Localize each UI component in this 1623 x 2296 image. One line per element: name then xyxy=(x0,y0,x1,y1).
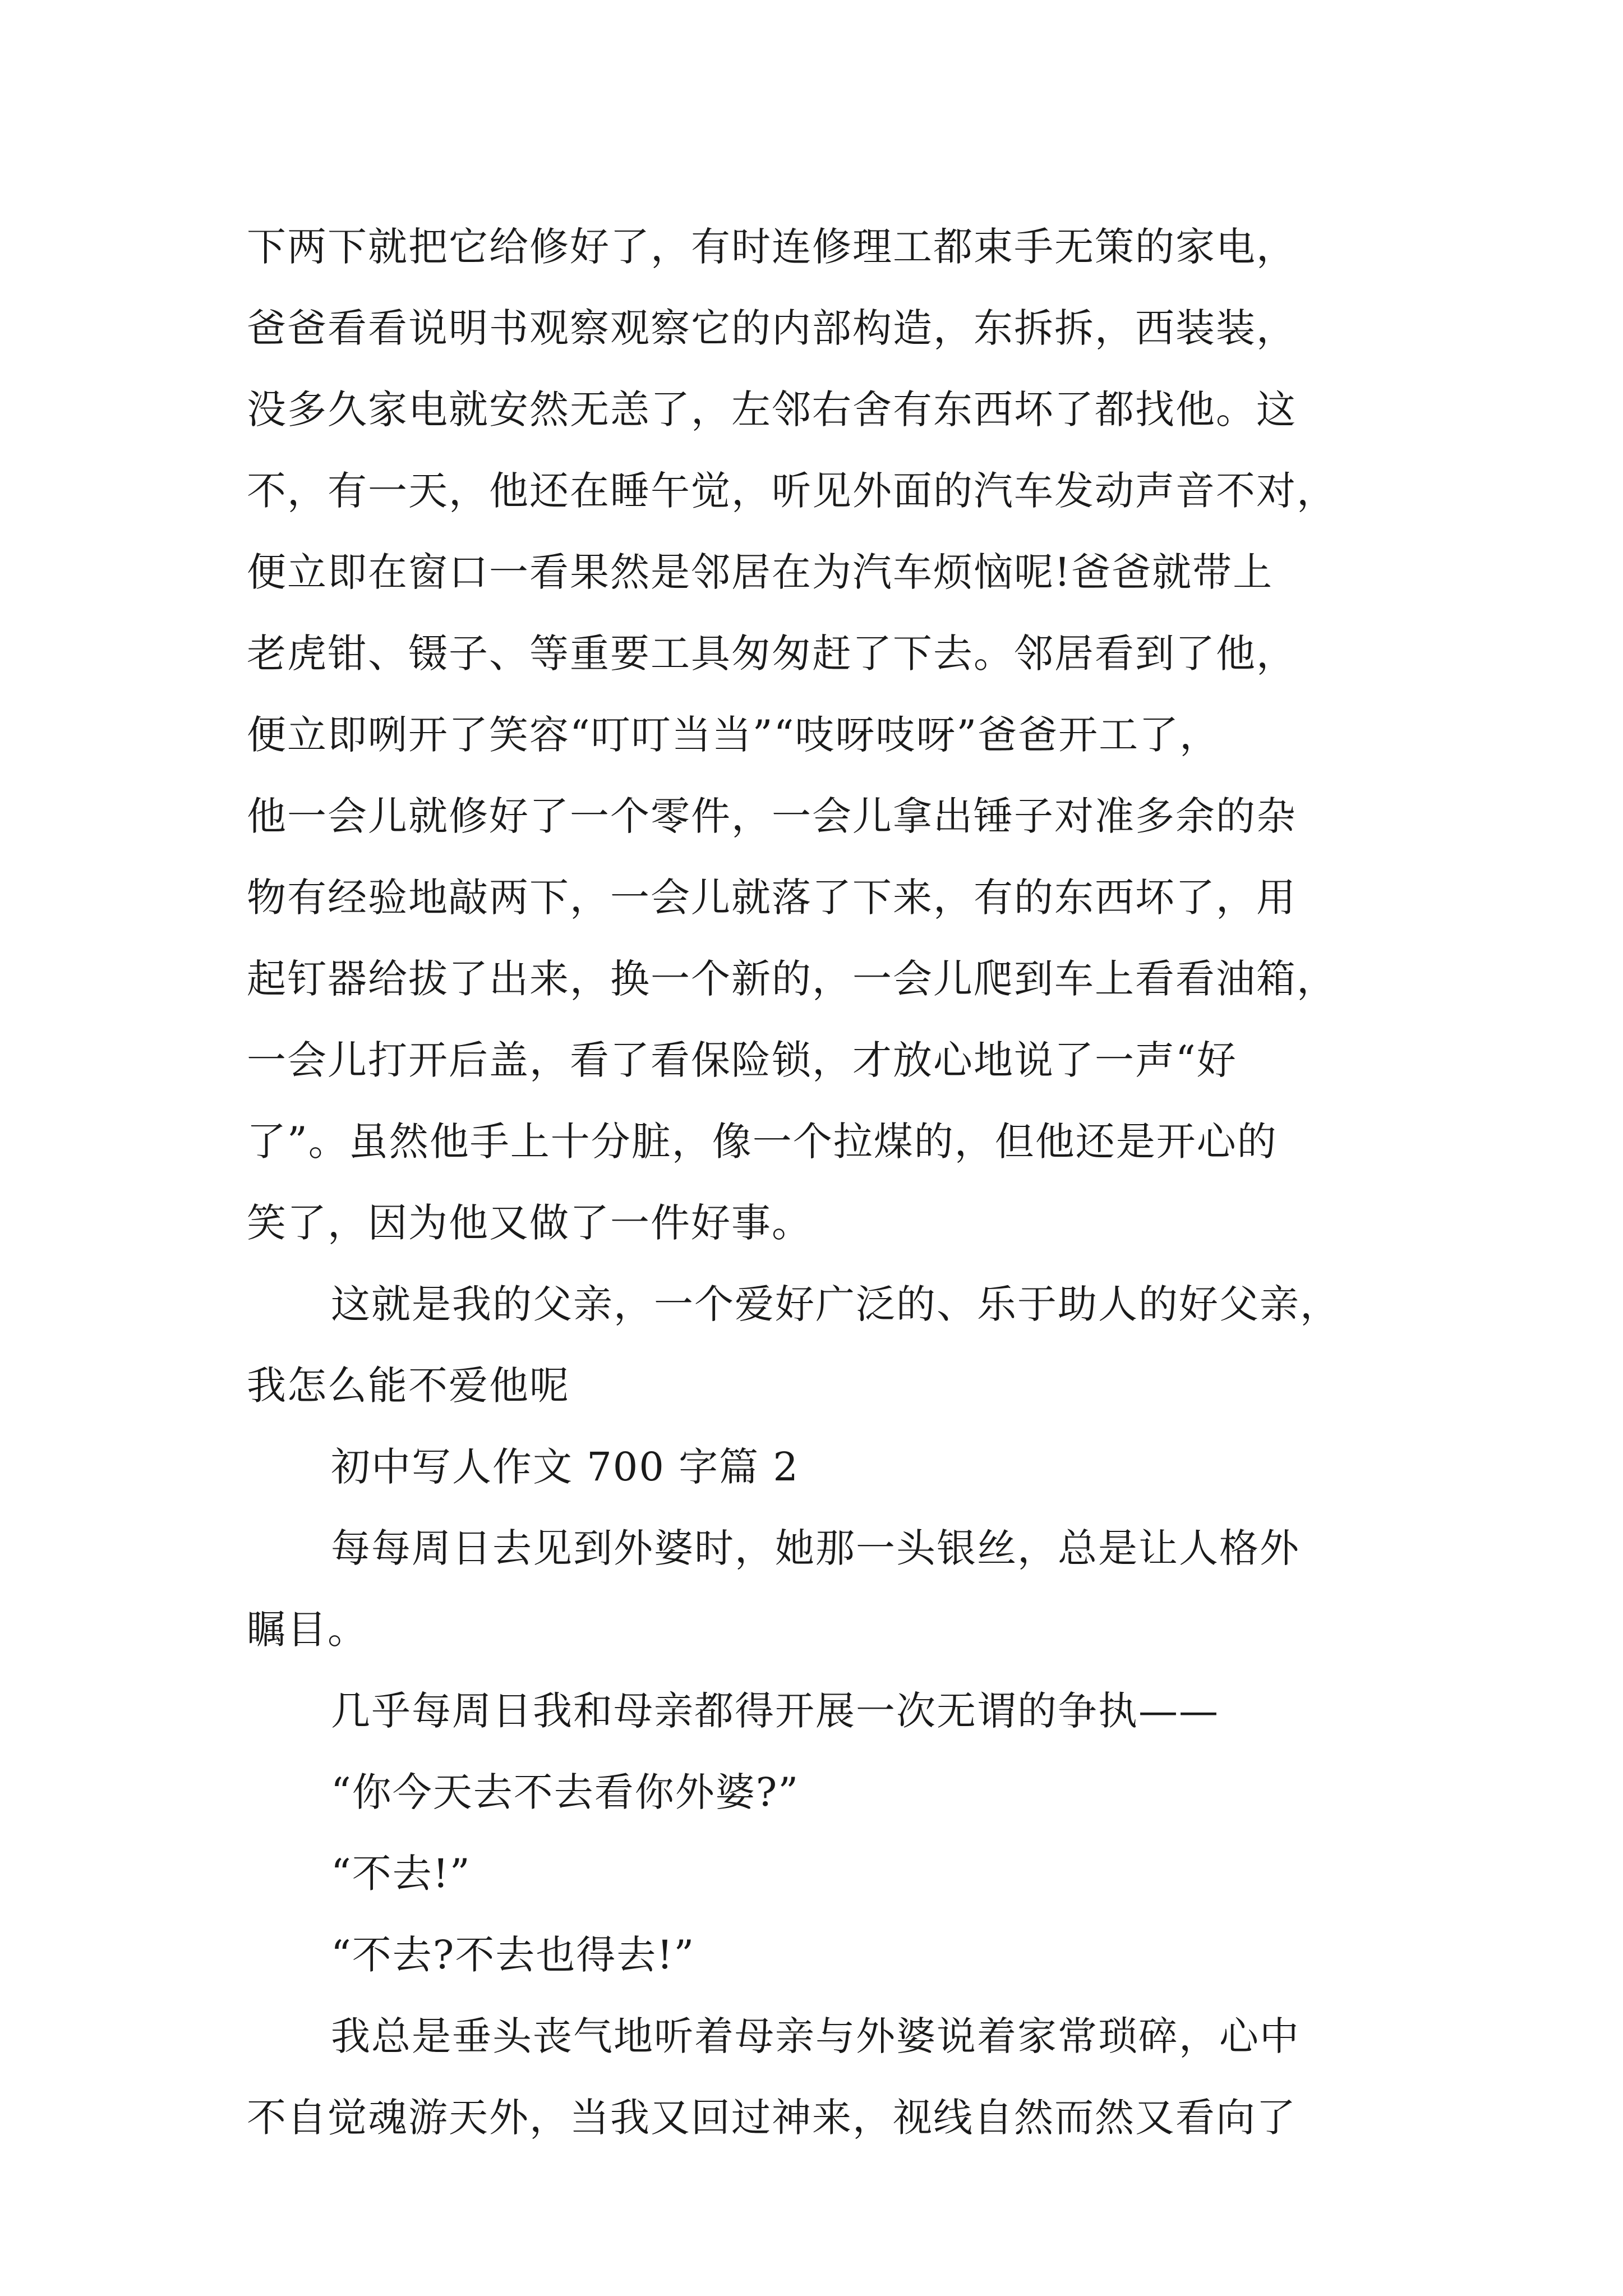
text-line: 瞩目。 xyxy=(247,1607,368,1653)
text-line: 没多久家电就安然无恙了，左邻右舍有东西坏了都找他。这 xyxy=(247,386,1297,432)
dialogue-line: “不去?不去也得去!” xyxy=(331,1932,695,1978)
paragraph-start-line: 几乎每周日我和母亲都得开展一次无谓的争执—— xyxy=(331,1688,1219,1734)
dialogue-line: “不去!” xyxy=(331,1851,471,1897)
text-line: 我怎么能不爱他呢 xyxy=(247,1363,570,1409)
text-line: 笑了，因为他又做了一件好事。 xyxy=(247,1200,812,1246)
text-line: 下两下就把它给修好了，有时连修理工都束手无策的家电， xyxy=(247,224,1297,270)
section-heading: 初中写人作文 700 字篇 2 xyxy=(331,1444,799,1490)
text-line: 他一会儿就修好了一个零件，一会儿拿出锤子对准多余的杂 xyxy=(247,793,1297,839)
text-line: 不自觉魂游天外，当我又回过神来，视线自然而然又看向了 xyxy=(247,2095,1297,2141)
text-line: 一会儿打开后盖，看了看保险锁，才放心地说了一声“好 xyxy=(247,1037,1237,1083)
paragraph-start-line: 每每周日去见到外婆时，她那一头银丝，总是让人格外 xyxy=(331,1525,1300,1571)
text-line: 老虎钳、镊子、等重要工具匆匆赶了下去。邻居看到了他， xyxy=(247,631,1297,677)
text-line: 了”。虽然他手上十分脏，像一个拉煤的，但他还是开心的 xyxy=(247,1119,1278,1165)
text-line: 便立即咧开了笑容“叮叮当当”“吱呀吱呀”爸爸开工了， xyxy=(247,712,1220,758)
text-line: 不，有一天，他还在睡午觉，听见外面的汽车发动声音不对， xyxy=(247,468,1337,514)
paragraph-start-line: 我总是垂头丧气地听着母亲与外婆说着家常琐碎，心中 xyxy=(331,2013,1300,2059)
text-line: 物有经验地敲两下，一会儿就落了下来，有的东西坏了，用 xyxy=(247,875,1297,921)
dialogue-line: “你今天去不去看你外婆?” xyxy=(331,1769,800,1815)
paragraph-start-line: 这就是我的父亲，一个爱好广泛的、乐于助人的好父亲， xyxy=(331,1281,1340,1327)
text-line: 便立即在窗口一看果然是邻居在为汽车烦恼呢!爸爸就带上 xyxy=(247,549,1274,595)
text-line: 起钉器给拔了出来，换一个新的，一会儿爬到车上看看油箱， xyxy=(247,956,1337,1002)
text-line: 爸爸看看说明书观察观察它的内部构造，东拆拆，西装装， xyxy=(247,305,1297,351)
